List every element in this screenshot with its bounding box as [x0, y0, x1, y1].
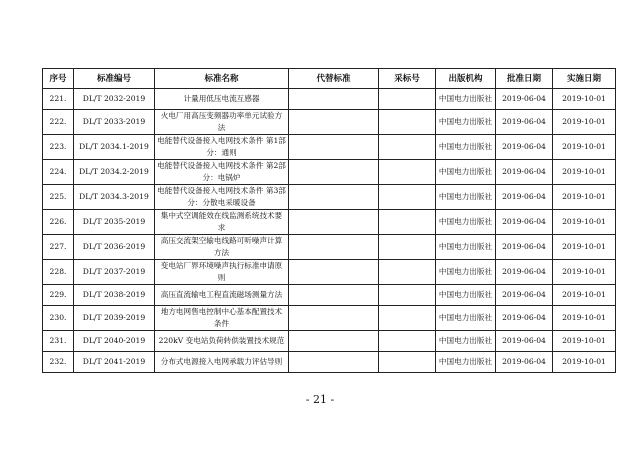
- cell-seq: 231.: [43, 331, 74, 352]
- cell-implement-date: 2019-10-01: [553, 352, 616, 373]
- cell-code: DL/T 2041-2019: [74, 352, 155, 373]
- cell-publisher: 中国电力出版社: [436, 331, 496, 352]
- cell-publisher: 中国电力出版社: [436, 89, 496, 110]
- header-publisher: 出版机构: [436, 69, 496, 89]
- cell-approve-date: 2019-06-04: [496, 210, 553, 235]
- cell-seq: 221.: [43, 89, 74, 110]
- cell-seq: 230.: [43, 306, 74, 331]
- table-header-row: [43, 69, 616, 89]
- cell-seq: 223.: [43, 135, 74, 160]
- cell-approve-date: 2019-06-04: [496, 135, 553, 160]
- cell-code: DL/T 2032-2019: [74, 89, 155, 110]
- cell-code: DL/T 2039-2019: [74, 306, 155, 331]
- cell-code: DL/T 2040-2019: [74, 331, 155, 352]
- cell-seq: 229.: [43, 285, 74, 306]
- cell-implement-date: 2019-10-01: [553, 285, 616, 306]
- header-code: 标准编号: [74, 69, 155, 89]
- cell-approve-date: 2019-06-04: [496, 306, 553, 331]
- cell-approve-date: 2019-06-04: [496, 89, 553, 110]
- cell-implement-date: 2019-10-01: [553, 160, 616, 185]
- table-row: [43, 160, 616, 185]
- cell-publisher: 中国电力出版社: [436, 306, 496, 331]
- header-replace: 代替标准: [289, 69, 379, 89]
- cell-adopt: [379, 160, 436, 185]
- cell-implement-date: 2019-10-01: [553, 235, 616, 260]
- cell-publisher: 中国电力出版社: [436, 110, 496, 135]
- table-row: [43, 331, 616, 352]
- cell-replace: [289, 352, 379, 373]
- cell-seq: 225.: [43, 185, 74, 210]
- cell-adopt: [379, 285, 436, 306]
- cell-replace: [289, 235, 379, 260]
- cell-implement-date: 2019-10-01: [553, 331, 616, 352]
- cell-implement-date: 2019-10-01: [553, 260, 616, 285]
- table-row: [43, 135, 616, 160]
- cell-implement-date: 2019-10-01: [553, 210, 616, 235]
- cell-seq: 232.: [43, 352, 74, 373]
- cell-seq: 226.: [43, 210, 74, 235]
- cell-replace: [289, 306, 379, 331]
- cell-name: 火电厂用高压变频器功率单元试验方法: [155, 110, 289, 135]
- cell-code: DL/T 2034.1-2019: [74, 135, 155, 160]
- cell-code: DL/T 2036-2019: [74, 235, 155, 260]
- cell-adopt: [379, 260, 436, 285]
- cell-approve-date: 2019-06-04: [496, 235, 553, 260]
- cell-implement-date: 2019-10-01: [553, 89, 616, 110]
- cell-name: 计量用低压电流互感器: [155, 89, 289, 110]
- cell-name: 集中式空调能效在线监测系统技术要求: [155, 210, 289, 235]
- table-row: [43, 235, 616, 260]
- header-name: 标准名称: [155, 69, 289, 89]
- table-row: [43, 285, 616, 306]
- cell-publisher: 中国电力出版社: [436, 235, 496, 260]
- cell-adopt: [379, 352, 436, 373]
- cell-publisher: 中国电力出版社: [436, 260, 496, 285]
- cell-seq: 224.: [43, 160, 74, 185]
- cell-name: 220kV 变电站负荷转供装置技术规范: [155, 331, 289, 352]
- cell-replace: [289, 110, 379, 135]
- standards-table: [42, 68, 616, 373]
- cell-name: 变电站厂界环境噪声执行标准申请原则: [155, 260, 289, 285]
- cell-replace: [289, 260, 379, 285]
- cell-adopt: [379, 235, 436, 260]
- page-number: - 21 -: [305, 393, 335, 406]
- table-row: [43, 89, 616, 110]
- header-seq: 序号: [43, 69, 74, 89]
- cell-seq: 227.: [43, 235, 74, 260]
- cell-implement-date: 2019-10-01: [553, 135, 616, 160]
- header-approve-date: 批准日期: [496, 69, 553, 89]
- table-row: [43, 352, 616, 373]
- cell-approve-date: 2019-06-04: [496, 352, 553, 373]
- cell-replace: [289, 210, 379, 235]
- cell-code: DL/T 2034.2-2019: [74, 160, 155, 185]
- cell-adopt: [379, 185, 436, 210]
- cell-adopt: [379, 135, 436, 160]
- cell-replace: [289, 89, 379, 110]
- table-row: [43, 110, 616, 135]
- cell-adopt: [379, 110, 436, 135]
- cell-name: 电能替代设备接入电网技术条件 第2部分：电锅炉: [155, 160, 289, 185]
- cell-replace: [289, 285, 379, 306]
- cell-replace: [289, 331, 379, 352]
- table-row: [43, 306, 616, 331]
- cell-name: 地方电网售电控制中心基本配置技术条件: [155, 306, 289, 331]
- table-row: [43, 210, 616, 235]
- cell-code: DL/T 2038-2019: [74, 285, 155, 306]
- cell-replace: [289, 185, 379, 210]
- cell-publisher: 中国电力出版社: [436, 185, 496, 210]
- cell-approve-date: 2019-06-04: [496, 285, 553, 306]
- cell-approve-date: 2019-06-04: [496, 260, 553, 285]
- cell-adopt: [379, 306, 436, 331]
- cell-publisher: 中国电力出版社: [436, 285, 496, 306]
- cell-approve-date: 2019-06-04: [496, 185, 553, 210]
- cell-adopt: [379, 210, 436, 235]
- cell-approve-date: 2019-06-04: [496, 331, 553, 352]
- cell-seq: 222.: [43, 110, 74, 135]
- cell-publisher: 中国电力出版社: [436, 352, 496, 373]
- cell-publisher: 中国电力出版社: [436, 210, 496, 235]
- header-adopt: 采标号: [379, 69, 436, 89]
- cell-code: DL/T 2034.3-2019: [74, 185, 155, 210]
- cell-implement-date: 2019-10-01: [553, 185, 616, 210]
- cell-approve-date: 2019-06-04: [496, 110, 553, 135]
- cell-replace: [289, 135, 379, 160]
- cell-name: 电能替代设备接入电网技术条件 第3部分：分散电采暖设备: [155, 185, 289, 210]
- cell-code: DL/T 2035-2019: [74, 210, 155, 235]
- cell-replace: [289, 160, 379, 185]
- cell-seq: 228.: [43, 260, 74, 285]
- cell-adopt: [379, 331, 436, 352]
- cell-code: DL/T 2033-2019: [74, 110, 155, 135]
- header-implement-date: 实施日期: [553, 69, 616, 89]
- cell-name: 高压直流输电工程直流磁场测量方法: [155, 285, 289, 306]
- cell-name: 高压交流架空输电线路可听噪声计算方法: [155, 235, 289, 260]
- cell-name: 电能替代设备接入电网技术条件 第1部分：通则: [155, 135, 289, 160]
- cell-code: DL/T 2037-2019: [74, 260, 155, 285]
- cell-approve-date: 2019-06-04: [496, 160, 553, 185]
- table-row: [43, 260, 616, 285]
- cell-name: 分布式电源接入电网承载力评估导则: [155, 352, 289, 373]
- cell-adopt: [379, 89, 436, 110]
- cell-implement-date: 2019-10-01: [553, 306, 616, 331]
- cell-publisher: 中国电力出版社: [436, 135, 496, 160]
- cell-implement-date: 2019-10-01: [553, 110, 616, 135]
- table-row: [43, 185, 616, 210]
- cell-publisher: 中国电力出版社: [436, 160, 496, 185]
